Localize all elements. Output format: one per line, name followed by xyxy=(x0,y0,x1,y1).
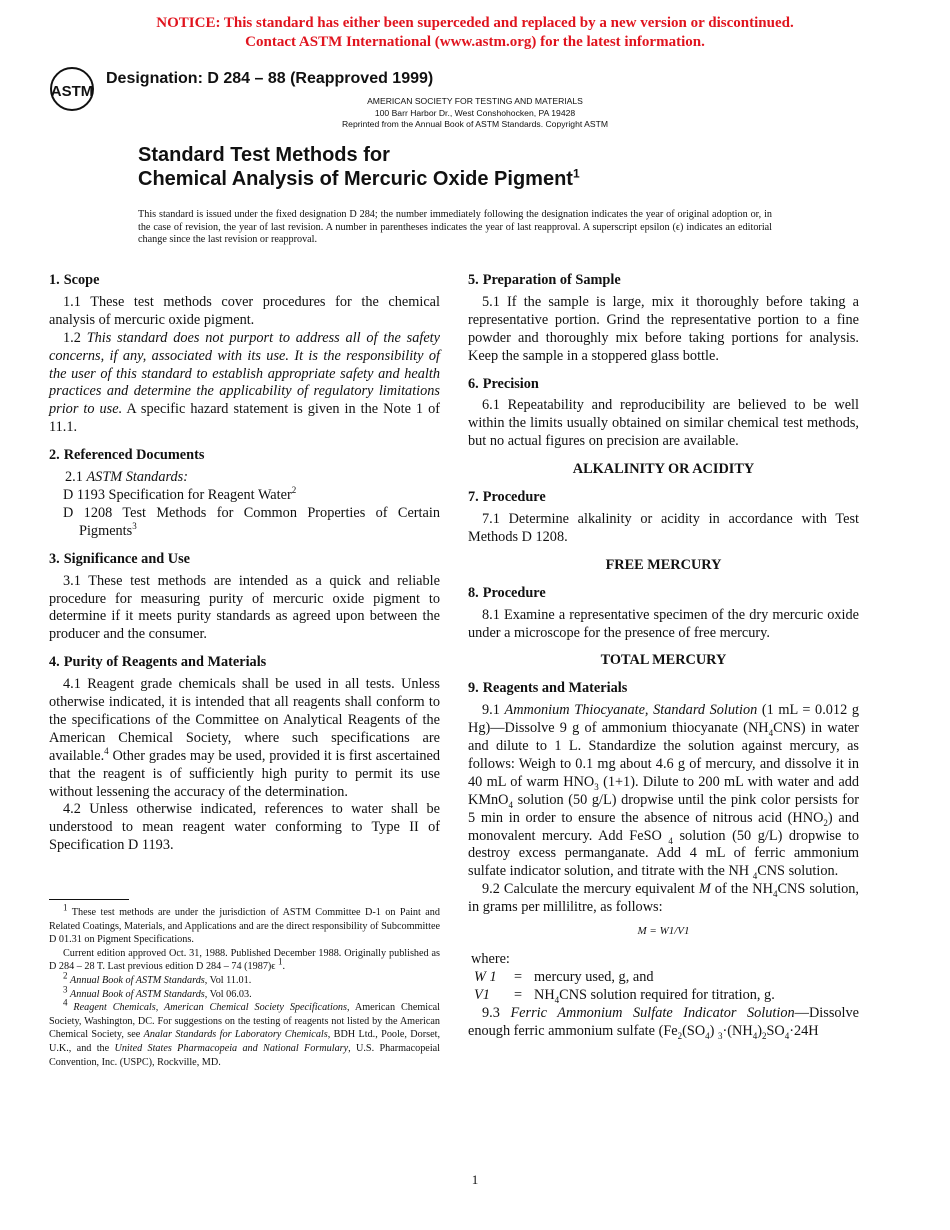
text: CNS solution, in grams per millilitre, as follows: xyxy=(468,881,859,916)
variable: M xyxy=(698,881,711,898)
text: Analar Standards for Laboratory Chemicals xyxy=(143,1029,328,1041)
paragraph-9-2 xyxy=(468,881,859,917)
section-precision xyxy=(468,376,859,452)
subscript: 3 xyxy=(718,1030,723,1041)
paragraph-number: 1.2 xyxy=(63,329,81,346)
text: Other grades may be used, provided it is first ascertained that the reagent is of sufficiently high purity to permit its use without lessening the accuracy of the determination. xyxy=(49,747,440,800)
paragraph-7-1: 7.1 Determine alkalinity or acidity in accordance with Test Methods D 1208. xyxy=(468,510,859,545)
subscript: 4 xyxy=(784,1030,790,1041)
paragraph-1-1: 1.1 These test methods cover procedures for the chemical analysis of mercuric oxide pigment. xyxy=(49,293,440,328)
footnote-mark: 4 xyxy=(104,745,109,756)
subscript: 3 xyxy=(594,781,599,792)
section-heading xyxy=(49,447,440,465)
section-heading xyxy=(468,680,859,698)
section-number: 4. xyxy=(49,654,60,671)
title-line-2 xyxy=(138,167,580,191)
text: (1 mL = 0.012 g Hg)—Dissolve 9 g of ammonium thiocyanate (NH xyxy=(468,702,859,737)
section-number: 1. xyxy=(49,272,60,288)
text: 9.2 Calculate the mercury equivalent xyxy=(482,881,695,898)
astm-logo-icon xyxy=(48,66,96,112)
section-heading xyxy=(468,489,859,507)
heading-total-mercury: TOTAL MERCURY xyxy=(600,652,727,669)
formula-mercury-equivalent: M = W1/V1 xyxy=(637,925,690,938)
text: SO xyxy=(766,1022,785,1039)
subscript: 2 xyxy=(823,817,828,828)
notice-line-2: Contact ASTM International (www.astm.org) for the latest information. xyxy=(245,34,705,50)
paragraph-9-1 xyxy=(468,702,859,881)
paragraph-4-2: 4.2 Unless otherwise indicated, references to water shall be understood to mean reagent water conforming to Type II of Specification D 1193. xyxy=(49,801,440,854)
footnotes xyxy=(49,899,440,1069)
title-line-2-text: Chemical Analysis of Mercuric Oxide Pigment xyxy=(138,168,573,190)
section-title: Procedure xyxy=(482,489,546,506)
subscript: 4 xyxy=(768,727,774,738)
text: , American Chemical Society, Washington, DC. For suggestions on the testing of reagents not listed by the American Chemical Society, see xyxy=(49,1002,441,1041)
section-title: Referenced Documents xyxy=(63,447,205,464)
section-number: 2. xyxy=(49,447,60,464)
footnote-mark: 2 xyxy=(63,970,68,981)
title-line-1: Standard Test Methods for xyxy=(138,144,390,166)
section-preparation xyxy=(468,272,859,366)
ref-heading: ASTM Standards: xyxy=(86,469,188,486)
text: ·24H xyxy=(789,1022,819,1039)
hazard-statement: A specific hazard statement is given in the Note 1 of 11.1. xyxy=(49,401,440,436)
paragraph-number: 9.1 xyxy=(482,702,500,719)
footnote-mark: 3 xyxy=(63,984,68,995)
ref-text: D 1193 Specification for Reagent Water xyxy=(63,486,292,503)
paragraph-number: 2.1 xyxy=(65,469,83,486)
ref-d1208 xyxy=(49,505,440,541)
section-title: Preparation of Sample xyxy=(482,272,621,288)
definition-text: mercury used, g, and xyxy=(534,968,654,985)
page-number: 1 xyxy=(471,1172,479,1187)
text: ) xyxy=(709,1022,715,1039)
heading-alkalinity: ALKALINITY OR ACIDITY xyxy=(572,461,755,478)
subscript: 4 xyxy=(772,889,778,900)
section-heading xyxy=(49,272,440,290)
text: These test methods are under the jurisdiction of ASTM Committee D-1 on Paint and Related Coatings, Materials, and Applications and are the direct responsibility of Subcommittee D 01.31 on Pigment Specifications. xyxy=(49,907,440,946)
subscript: 2 xyxy=(677,1030,683,1041)
footnote-1 xyxy=(49,902,440,947)
section-number: 5. xyxy=(468,272,479,288)
footnote-mark: 4 xyxy=(63,997,68,1008)
section-number: 9. xyxy=(468,680,479,697)
section-number: 8. xyxy=(468,584,479,601)
equals: = xyxy=(514,968,523,985)
paragraph-4-1 xyxy=(49,676,440,801)
text: solution (50 g/L) dropwise until the pink color persists for 5 min in order to ensure the absence of nitrous acid (HNO xyxy=(468,791,859,826)
society-block xyxy=(325,96,625,131)
subscript: 4 xyxy=(705,1030,710,1041)
text: solution (50 g/L) dropwise to destroy excess permanganate. Add 4 mL of ferric ammonium sulfate indicator solution, and titrate with the NH xyxy=(468,827,859,880)
paragraph-3-1: 3.1 These test methods are intended as a quick and reliable procedure for measuring purity of mercuric oxide pigment to determine if it meets purity standards as agreed upon between the producer and the consumer. xyxy=(49,572,440,643)
footnote-divider xyxy=(49,899,129,900)
society-address: 100 Barr Harbor Dr., West Conshohocken, PA 19428 xyxy=(374,107,576,118)
subscript: 2 xyxy=(761,1030,767,1041)
paragraph-5-1: 5.1 If the sample is large, mix it thoroughly before taking a representative portion. Grind the representative portion to a fine powder and thoroughly mix before taking portions for analysis. Keep the sample in a stoppered glass bottle. xyxy=(468,293,859,364)
section-title: Significance and Use xyxy=(63,550,191,567)
footnote-2 xyxy=(49,970,440,988)
section-reagents-9 xyxy=(468,680,859,1040)
text: Annual Book of ASTM Standards xyxy=(70,988,205,1000)
text: (1+1). Dilute to 200 mL with water and add KMnO xyxy=(468,773,860,808)
reagent-name: Ammonium Thiocyanate, Standard Solution xyxy=(504,702,758,719)
subscript: 4 xyxy=(554,994,560,1005)
issued-statement: This standard is issued under the fixed designation D 284; the number immediately following the designation indicates the year of original adoption or, in the case of revision, the year of last revision. A number in parentheses indicates the year of last reapproval. A superscript epsilon (ϵ) indicates an editorial change since the last revision or reapproval. xyxy=(138,209,772,245)
paragraph-8-1: 8.1 Examine a representative specimen of the dry mercuric oxide under a microscope for the presence of free mercury. xyxy=(468,606,859,641)
subscript: 4 xyxy=(668,835,673,846)
text: ·(NH xyxy=(722,1022,753,1039)
equals: = xyxy=(514,986,523,1003)
section-heading xyxy=(49,551,440,569)
text: CNS solution. xyxy=(757,863,839,880)
footnote-mark: 2 xyxy=(291,485,297,496)
reprint-note: Reprinted from the Annual Book of ASTM Standards. Copyright ASTM xyxy=(341,119,609,129)
section-purity-reagents xyxy=(49,654,440,855)
section-title: Reagents and Materials xyxy=(482,680,628,697)
text: , Vol 11.01. xyxy=(204,974,252,986)
section-number: 7. xyxy=(468,489,479,506)
definition-w1 xyxy=(468,969,859,987)
designation: Designation: D 284 – 88 (Reapproved 1999) xyxy=(106,70,434,87)
section-significance xyxy=(49,551,440,645)
section-referenced-documents xyxy=(49,447,440,541)
paragraph-1-2 xyxy=(49,330,440,437)
text: —Dissolve enough ferric ammonium sulfate (Fe xyxy=(468,1004,859,1039)
subscript: 4 xyxy=(508,799,514,810)
footnote-4 xyxy=(49,997,441,1069)
reagent-name: Ferric Ammonium Sulfate Indicator Solution xyxy=(510,1004,795,1021)
section-title: Precision xyxy=(482,375,539,392)
section-number: 3. xyxy=(49,550,60,567)
footnote-mark: 1 xyxy=(277,956,283,967)
right-column xyxy=(468,272,859,1051)
symbol: V1 xyxy=(474,986,490,1003)
footnote-mark: 1 xyxy=(63,902,68,913)
text: CNS) in water and dilute to 1 L. Standardize the solution against mercury, as follows: Weigh to 0.1 mg about 4.6 g of mercury, and dissolve it in 40 mL of warm HNO xyxy=(468,720,859,790)
section-title: Purity of Reagents and Materials xyxy=(63,654,267,671)
paragraph-6-1: 6.1 Repeatability and reproducibility are believed to be well within the limits usually obtained on similar chemical test methods, but no actual figures on precision are available. xyxy=(468,397,859,450)
text: CNS solution required for titration, g. xyxy=(559,986,775,1003)
definition-text xyxy=(534,987,775,1005)
text: Current edition approved Oct. 31, 1988. Published December 1988. Originally published as D 284 – 28 T. Last previous edition D 284 – 74 (1987)ϵ xyxy=(49,947,440,973)
ref-2-1 xyxy=(49,469,440,487)
notice-line-1: NOTICE: This standard has either been superceded and replaced by a new version or discontinued. xyxy=(156,15,794,31)
footnote-1-edition: Current edition approved Oct. 31, 1988. Published December 1988. Originally published as D 284 – 28 T. Last previous edition D 284 – 74 (1987)ϵ $^1$. xyxy=(49,947,440,973)
section-scope xyxy=(49,272,440,437)
paragraph-9-3 xyxy=(468,1005,859,1041)
society-name: AMERICAN SOCIETY FOR TESTING AND MATERIALS xyxy=(367,96,583,106)
section-title: Scope xyxy=(63,272,100,288)
section-heading xyxy=(49,654,440,672)
text: , U.S. Pharmacopeial Convention, Inc. (USPC), Rockville, MD. xyxy=(49,1042,440,1068)
title-footnote-mark: 1 xyxy=(572,166,580,181)
definition-v1 xyxy=(468,987,859,1005)
section-heading xyxy=(468,272,859,290)
section-heading xyxy=(468,585,859,603)
text: 4.1 Reagent grade chemicals shall be used in all tests. Unless otherwise indicated, it is intended that all reagents shall conform to the specifications of the Committee on Analytical Reagents of the American Chemical Society, where such specifications are available. xyxy=(49,676,440,764)
left-column xyxy=(49,272,440,865)
where-label: where: xyxy=(471,951,510,967)
paragraph-number: 9.3 xyxy=(482,1004,500,1021)
section-procedure-8 xyxy=(468,585,859,643)
section-number: 6. xyxy=(468,375,479,392)
symbol: W 1 xyxy=(474,968,497,985)
text: United States Pharmacopeia and National Formulary xyxy=(114,1042,349,1054)
text: ) and monovalent mercury. Add FeSO xyxy=(468,809,859,844)
text: , BDH Ltd., Poole, Dorset, U.K., and the xyxy=(49,1029,440,1054)
subscript: 4 xyxy=(752,871,758,882)
ref-text: D 1208 Test Methods for Common Properties of Certain Pigments xyxy=(63,504,440,539)
section-title: Procedure xyxy=(482,584,546,601)
footnote-3 xyxy=(49,984,440,1002)
section-procedure-7 xyxy=(468,489,859,547)
footnote-mark: 3 xyxy=(132,521,137,532)
notice-banner xyxy=(0,14,950,52)
heading-free-mercury: FREE MERCURY xyxy=(605,556,722,573)
text: (SO xyxy=(682,1022,706,1039)
astm-logo-text: ASTM xyxy=(50,83,94,100)
text: Reagent Chemicals, American Chemical Society Specifications xyxy=(73,1002,347,1014)
ref-d1193 xyxy=(49,487,440,505)
page-title xyxy=(138,143,580,191)
text: NH xyxy=(534,986,555,1003)
section-heading xyxy=(468,376,859,394)
text: of the NH xyxy=(714,881,773,898)
text: ) xyxy=(757,1022,762,1039)
text: Annual Book of ASTM Standards xyxy=(70,974,205,986)
safety-statement: This standard does not purport to address all of the safety concerns, if any, associated with its use. It is the responsibility of the user of this standard to establish appropriate safety and health practices and determine the applicability of regulatory limitations prior to use. xyxy=(49,329,440,418)
text: , Vol 06.03. xyxy=(204,988,252,1000)
subscript: 4 xyxy=(752,1030,758,1041)
